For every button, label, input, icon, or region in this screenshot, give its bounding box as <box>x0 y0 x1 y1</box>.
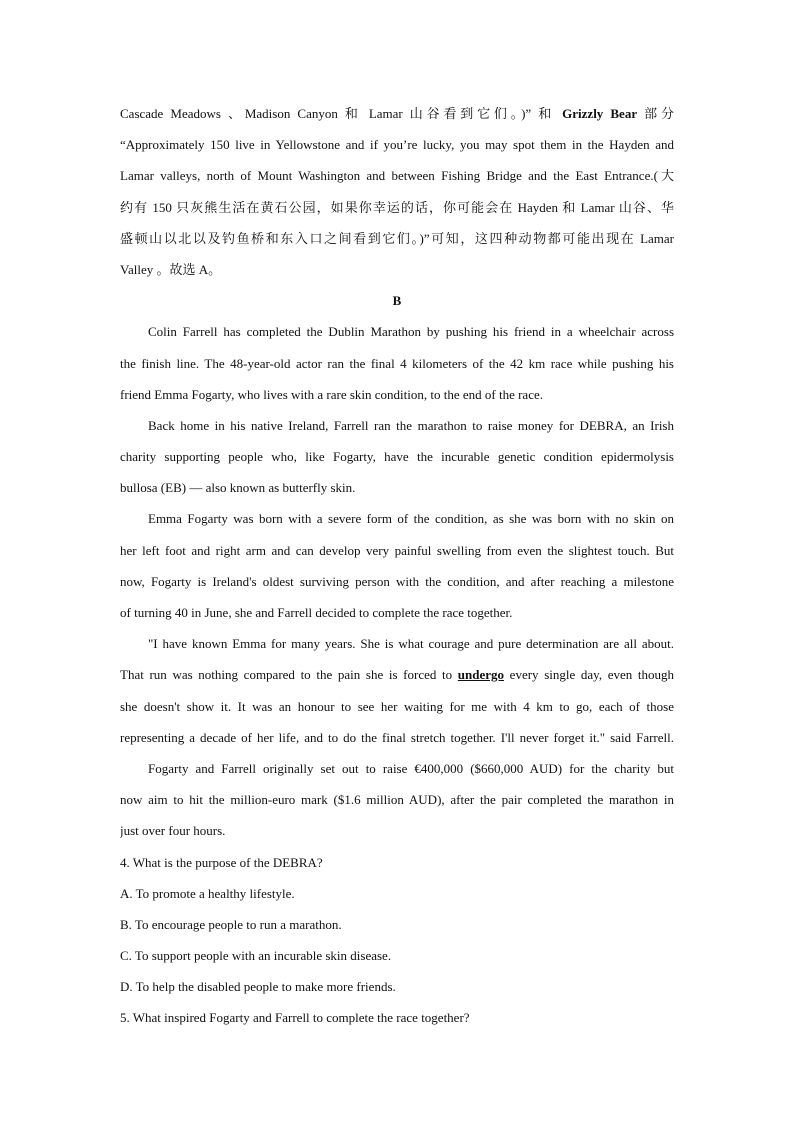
passage-line: of turning 40 in June, she and Farrell decided to complete the race together. <box>120 605 513 620</box>
passage-line: Back home in his native Ireland, Farrell ran the marathon to raise money for DEBRA, an Irish <box>148 417 674 433</box>
explanation-text: 部分 <box>637 106 674 121</box>
explanation-text: Cascade Meadows 、Madison Canyon 和 Lamar 山谷看到它们。)” 和 <box>120 106 563 121</box>
answer-option: A. To promote a healthy lifestyle. <box>120 885 295 901</box>
section-title: B <box>392 293 402 309</box>
passage-line <box>120 659 674 690</box>
answer-option: B. To encourage people to run a marathon. <box>120 916 342 932</box>
explanation-line: 约有 150 只灰熊生活在黄石公园，如果你幸运的话，你可能会在 Hayden 和 Lamar 山谷、华 <box>120 199 674 215</box>
passage-line: now aim to hit the million-euro mark ($1.6 million AUD), after the pair completed the marathon in <box>120 792 674 808</box>
explanation-line: “Approximately 150 live in Yellowstone and if you’re lucky, you may spot them in the Hayden and <box>120 137 674 153</box>
question-stem: 4. What is the purpose of the DEBRA? <box>120 854 323 870</box>
passage-line: representing a decade of her life, and to do the final stretch together. I'll never forget it." said Farrell. <box>120 729 674 745</box>
explanation-keyword: Grizzly Bear <box>562 106 638 121</box>
explanation-line <box>120 98 674 129</box>
passage-line: now, Fogarty is Ireland's oldest surviving person with the condition, and after reaching a milestone <box>120 573 674 589</box>
passage-line: her left foot and right arm and can develop very painful swelling from even the slightest touch. But <box>120 542 674 558</box>
answer-option: D. To help the disabled people to make more friends. <box>120 979 396 995</box>
passage-line: Fogarty and Farrell originally set out to raise €400,000 ($660,000 AUD) for the charity but <box>148 760 674 776</box>
passage-text: every single day, even though <box>504 667 674 683</box>
question-stem: 5. What inspired Fogarty and Farrell to complete the race together? <box>120 1010 470 1026</box>
passage-line: just over four hours. <box>120 823 226 839</box>
document-content <box>120 98 674 1034</box>
passage-text: That run was nothing compared to the pain she is forced to <box>120 667 458 683</box>
explanation-line: Lamar valleys, north of Mount Washington and between Fishing Bridge and the East Entrance.(大 <box>120 168 674 184</box>
passage-line: she doesn't show it. It was an honour to see her waiting for me with 4 km to go, each of those <box>120 698 674 714</box>
passage-line: the finish line. The 48-year-old actor ran the final 4 kilometers of the 42 km race while pushing his <box>120 355 674 371</box>
passage-line: Emma Fogarty was born with a severe form of the condition, as she was born with no skin on <box>148 511 674 527</box>
passage-line: friend Emma Fogarty, who lives with a rare skin condition, to the end of the race. <box>120 386 543 402</box>
explanation-line: Valley 。故选 A。 <box>120 261 222 277</box>
passage-line: bullosa (EB) — also known as butterfly skin. <box>120 480 356 496</box>
explanation-line: 盛顿山以北以及钓鱼桥和东入口之间看到它们。)”可知，这四种动物都可能出现在 Lamar <box>120 230 674 246</box>
passage-line: "I have known Emma for many years. She is what courage and pure determination are all about. <box>148 636 674 652</box>
answer-option: C. To support people with an incurable skin disease. <box>120 948 392 964</box>
underlined-word: undergo <box>457 667 505 683</box>
passage-line: Colin Farrell has completed the Dublin Marathon by pushing his friend in a wheelchair across <box>148 324 674 340</box>
passage-line: charity supporting people who, like Fogarty, have the incurable genetic condition epidermolysis <box>120 449 674 465</box>
